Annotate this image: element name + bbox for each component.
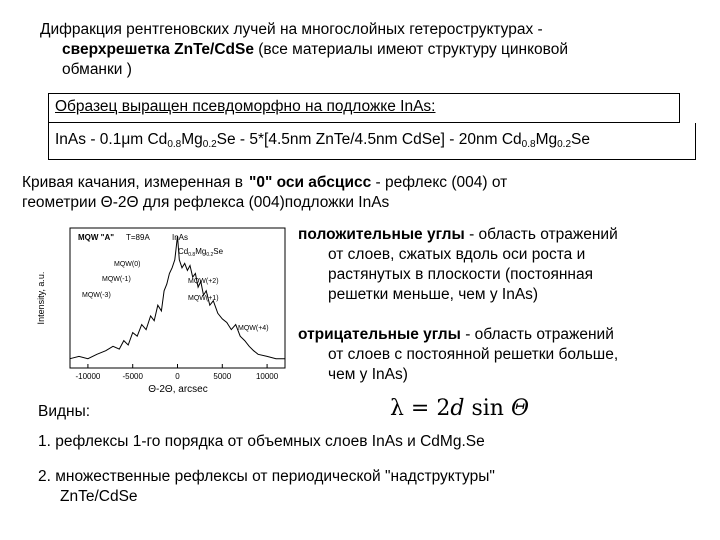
- positive-line-1: [298, 225, 698, 245]
- sample-grown-text: Образец выращен псевдоморфно на подложке InAs:: [55, 98, 436, 115]
- label-subscript: 0.2: [206, 252, 214, 258]
- x-tick-label: 10000: [255, 372, 279, 381]
- title-line-2: [40, 40, 680, 60]
- rocking-curve-svg: [30, 220, 295, 395]
- rocking-text: Кривая качания, измеренная в: [22, 174, 243, 191]
- label-subscript: 0.8: [188, 252, 196, 258]
- label-part: Se: [213, 247, 224, 256]
- formula-part: Mg: [181, 131, 203, 148]
- zero-axis-label: "0" оси абсцисс: [248, 174, 372, 191]
- formula-part: InAs - 0.1μm Cd: [55, 131, 168, 148]
- bragg-equation: [390, 396, 529, 421]
- positive-text: - область отражений: [464, 226, 618, 243]
- title-line-3: обманки ): [62, 61, 132, 78]
- mqw-minus1-label: MQW(-1): [102, 276, 131, 283]
- rocking-curve-chart: [30, 220, 295, 395]
- mqw-plus2-label: MQW(+2): [188, 278, 219, 285]
- mqw-0-label: MQW(0): [114, 261, 141, 268]
- formula-subscript: 0.2: [557, 139, 572, 150]
- visible-label: Видны:: [38, 403, 91, 420]
- slide-title: [40, 20, 680, 80]
- formula-part: Se: [571, 131, 590, 148]
- label-part: Mg: [195, 247, 207, 256]
- negative-line-2: от слоев с постоянной решетки больше,: [328, 346, 619, 363]
- equation-variable: Θ: [510, 396, 529, 421]
- x-tick-label: -10000: [75, 372, 101, 381]
- y-axis-label: Intensity, a.u.: [36, 271, 46, 325]
- mqw-plus4-label: MQW(+4): [238, 325, 269, 332]
- mqw-a-label: MQW "A": [78, 233, 115, 242]
- mqw-plus1-label: MQW(+1): [188, 295, 219, 302]
- formula-subscript: 0.8: [521, 139, 536, 150]
- equation-part: sin: [464, 396, 511, 421]
- negative-text: - область отражений: [460, 326, 614, 343]
- equation-variable: d: [450, 396, 465, 421]
- temperature-label: T=89A: [126, 233, 150, 242]
- formula-part: Se - 5*[4.5nm ZnTe/4.5nm CdSe] - 20nm Cd: [216, 131, 522, 148]
- equation-part: λ = 2: [390, 396, 451, 421]
- rocking-line-2: геометрии Θ-2Θ для рефлекса (004)подложки InAs: [22, 194, 390, 211]
- rocking-curve-text: [22, 173, 672, 213]
- cdmgse-peak-label: [178, 247, 224, 258]
- positive-angles-heading: положительные углы: [298, 226, 465, 243]
- positive-angles-text: [298, 225, 698, 305]
- negative-angles-heading: отрицательные углы: [298, 326, 461, 343]
- inas-peak-label: InAs: [172, 233, 189, 242]
- x-tick-label: -5000: [122, 372, 143, 381]
- x-tick-label: 5000: [213, 372, 232, 381]
- sample-formula-box: [48, 123, 696, 160]
- sample-grown-box: [48, 93, 680, 123]
- mqw-minus3-label: MQW(-3): [82, 292, 111, 299]
- list-item-line-2: ZnTe/CdSe: [60, 488, 138, 505]
- positive-line-4: решетки меньше, чем у InAs): [328, 286, 539, 303]
- formula-subscript: 0.8: [167, 139, 182, 150]
- negative-line-3: чем у InAs): [328, 366, 408, 383]
- label-part: Cd: [178, 247, 189, 256]
- rocking-text: - рефлекс (004) от: [371, 174, 508, 191]
- x-tick-label: 0: [175, 372, 180, 381]
- sample-formula: [55, 131, 590, 149]
- x-axis-label: Θ-2Θ, arcsec: [148, 384, 208, 395]
- positive-line-2: от слоев, сжатых вдоль оси роста и: [328, 246, 586, 263]
- formula-subscript: 0.2: [202, 139, 217, 150]
- title-line-2-rest: (все материалы имеют структуру цинковой: [253, 41, 569, 58]
- formula-part: Mg: [535, 131, 558, 148]
- list-item: [38, 467, 698, 507]
- title-line-1: Дифракция рентгеновских лучей на многослойных гетероструктурах -: [40, 21, 543, 38]
- superlattice-label: сверхрешетка ZnTe/CdSe: [62, 41, 254, 58]
- negative-angles-text: [298, 325, 698, 385]
- list-item-line-1: 2. множественные рефлексы от периодической "надструктуры": [38, 468, 495, 485]
- negative-line-1: [298, 325, 698, 345]
- list-item: 1. рефлексы 1-го порядка от объемных слоев InAs и CdMg.Se: [38, 433, 485, 450]
- positive-line-3: растянутых в плоскости (постоянная: [328, 266, 593, 283]
- rocking-line-1: [22, 173, 672, 193]
